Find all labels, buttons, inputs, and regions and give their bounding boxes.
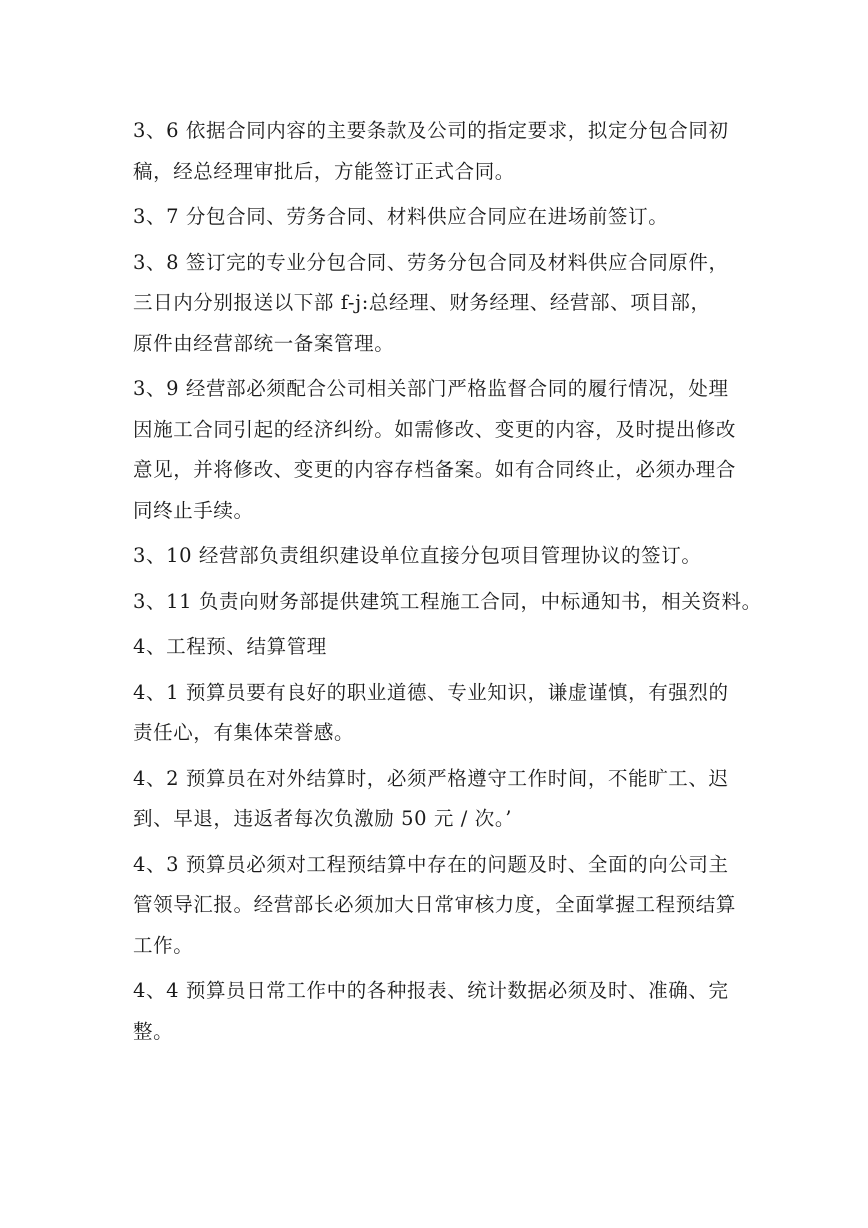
text-line: 到、早退，违返者每次负激励 50 元 / 次。’ (133, 807, 513, 830)
paragraph-4-3 (133, 845, 743, 967)
paragraph-4-2 (133, 759, 743, 840)
text-line: 管领导汇报。经营部长必须加大日常审核力度，全面掌握工程预结算 (133, 893, 737, 916)
section-heading-4 (133, 627, 743, 668)
text-line: 4、3 预算员必须对工程预结算中存在的问题及时、全面的向公司主 (133, 852, 729, 876)
text-line: 4、1 预算员要有良好的职业道德、专业知识，谦虚谨慎，有强烈的 (133, 680, 729, 704)
paragraph-4-1 (133, 673, 743, 754)
paragraph-3-10 (133, 536, 743, 577)
paragraph-4-4 (133, 971, 743, 1052)
text-line: 工作。 (133, 933, 194, 957)
text-line: 3、9 经营部必须配合公司相关部门严格监督合同的履行情况，处理 (133, 377, 729, 400)
text-line: 4、2 预算员在对外结算时，必须严格遵守工作时间，不能旷工、迟 (133, 766, 729, 790)
text-line: 3、10 经营部负责组织建设单位直接分包项目管理协议的签订。 (133, 544, 702, 567)
text-line: 意见，并将修改、变更的内容存档备案。如有合同终止，必须办理合 (133, 458, 737, 481)
paragraph-3-7 (133, 197, 743, 238)
paragraph-3-11 (133, 582, 762, 623)
text-line: 原件由经营部统一备案管理。 (133, 331, 395, 355)
section-heading: 4、工程预、结算管理 (133, 635, 327, 658)
text-line: 3、11 负责向财务部提供建筑工程施工合同，中标通知书，相关资料。 (133, 589, 762, 613)
paragraph-3-8 (133, 243, 743, 365)
text-line: 同终止手续。 (133, 498, 254, 522)
text-line: 责任心，有集体荣誉感。 (133, 721, 355, 744)
text-line: 3、7 分包合同、劳务合同、材料供应合同应在进场前签订。 (133, 205, 669, 228)
text-line: 4、4 预算员日常工作中的各种报表、统计数据必须及时、准确、完 (133, 979, 729, 1002)
document-body (133, 111, 762, 1052)
text-line: 稿，经总经理审批后，方能签订正式合同。 (133, 159, 515, 183)
text-line: 3、8 签订完的专业分包合同、劳务分包合同及材料供应合同原件， (133, 250, 729, 274)
paragraph-3-6 (133, 111, 743, 192)
text-line: 3、6 依据合同内容的主要条款及公司的指定要求，拟定分包合同初 (133, 119, 729, 142)
text-line: 三日内分别报送以下部 f-j:总经理、财务经理、经营部、项目部， (133, 291, 711, 314)
paragraph-3-9 (133, 369, 743, 531)
text-line: 因施工合同引起的经济纠纷。如需修改、变更的内容，及时提出修改 (133, 417, 737, 441)
text-line: 整。 (133, 1019, 174, 1043)
